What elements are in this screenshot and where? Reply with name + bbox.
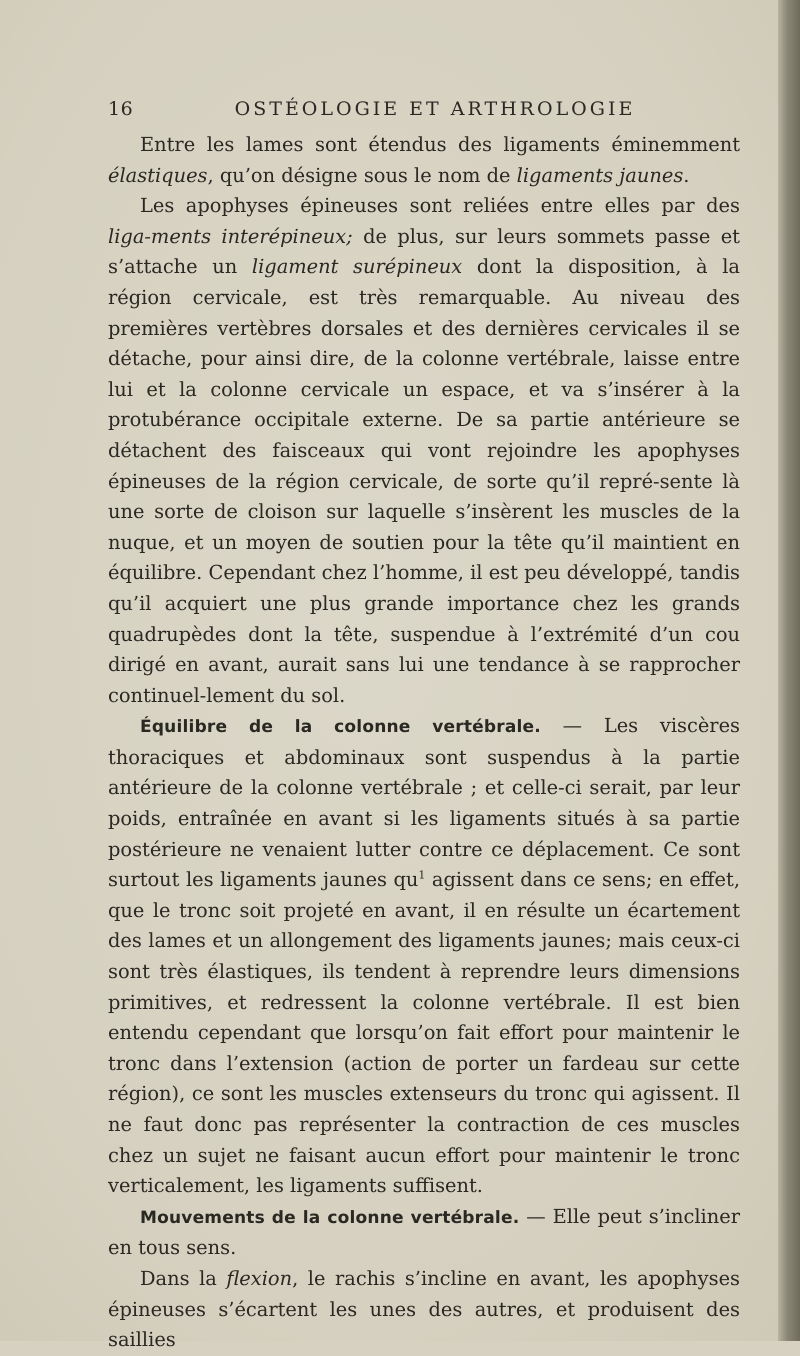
text-run: de plus, sur leurs sommets passe et s’attache un: [108, 224, 740, 279]
text-run: — Elle peut s’incliner en tous sens.: [108, 1204, 740, 1260]
running-title: OSTÉOLOGIE ET ARTHROLOGIE: [234, 98, 636, 120]
paragraph-equilibre: [108, 711, 740, 1202]
footnote-marker: 1: [418, 868, 426, 882]
page-header: [108, 98, 742, 124]
text-run: agissent dans ce sens; en effet, que le tronc soit projeté en avant, il en résulte un écartement des lames et un allongement des ligaments jaunes; mais ceux-ci sont très élastiques, ils tendent à reprendre leurs dimensions primitives, et redressent la colonne vertébrale. Il est bien entendu cependant que lorsqu’on fait effort pour maintenir le tronc dans l’extension (action de porter un fardeau sur cette région), ce sont les muscles extenseurs du tronc qui agissent. Il ne faut donc pas représenter la contraction de ces muscles chez un sujet ne faisant aucun effort pour maintenir le tronc verticalement, les ligaments suffisent.: [108, 868, 740, 1198]
text-run: , qu’on désigne sous le nom de: [207, 163, 517, 187]
italic-term: flexion: [226, 1266, 293, 1290]
body-text: [108, 130, 740, 1356]
italic-term: ligament surépineux: [251, 255, 463, 279]
paragraph-mouvements: [108, 1202, 740, 1264]
italic-term: élastiques: [108, 163, 208, 187]
text-run: — Les viscères thoraciques et abdominaux sont suspendus à la partie antérieure de la colonne vertébrale ; et celle-ci serait, par leur poids, entraînée en avant si les ligaments situés à sa partie postérieure ne venaient lutter contre ce déplacement. Ce sont surtout les ligaments jaunes qu: [108, 714, 741, 892]
paragraph-ligaments-jaunes: [108, 130, 740, 191]
italic-term: ligaments jaunes: [516, 163, 684, 187]
section-heading-equilibre: Équilibre de la colonne vertébrale.: [140, 717, 541, 738]
paragraph-apophyses-epineuses: [108, 191, 740, 711]
book-spine-edge: [778, 0, 800, 1341]
text-run: Entre les lames sont étendus des ligaments éminemment: [140, 133, 740, 156]
italic-term: liga-ments interépineux;: [108, 224, 353, 248]
paragraph-flexion: [108, 1264, 740, 1356]
text-run: Dans la: [140, 1266, 227, 1290]
text-run: dont la disposition, à la région cervicale, est très remarquable. Au niveau des premières vertèbres dorsales et des dernières cervicales il se détache, pour ainsi dire, de la colonne vertébrale, laisse entre lui et la colonne cervicale un espace, et va s’insérer à la protubérance occipitale externe. De sa partie antérieure se détachent des faisceaux qui vont rejoindre les apophyses épineuses de la région cervicale, de sorte qu’il repré-sente là une sorte de cloison sur laquelle s’insèrent les muscles de la nuque, et un moyen de soutien pour la tête qu’il maintient en équilibre. Cependant chez l’homme, il est peu développé, tandis qu’il acquiert une plus grande importance chez les grands quadrupèdes dont la tête, suspendue à l’extrémité d’un cou dirigé en avant, aurait sans lui une tendance à se rapprocher continuel-lement du sol.: [108, 255, 740, 707]
section-heading-mouvements: Mouvements de la colonne vertébrale.: [140, 1207, 520, 1228]
page-number: 16: [108, 98, 134, 120]
text-run: , le rachis s’incline en avant, les apophyses épineuses s’écartent les unes des autres, et produisent des saillies: [108, 1266, 740, 1352]
text-run: .: [683, 163, 690, 187]
text-run: Les apophyses épineuses sont reliées entre elles par des: [140, 194, 740, 218]
